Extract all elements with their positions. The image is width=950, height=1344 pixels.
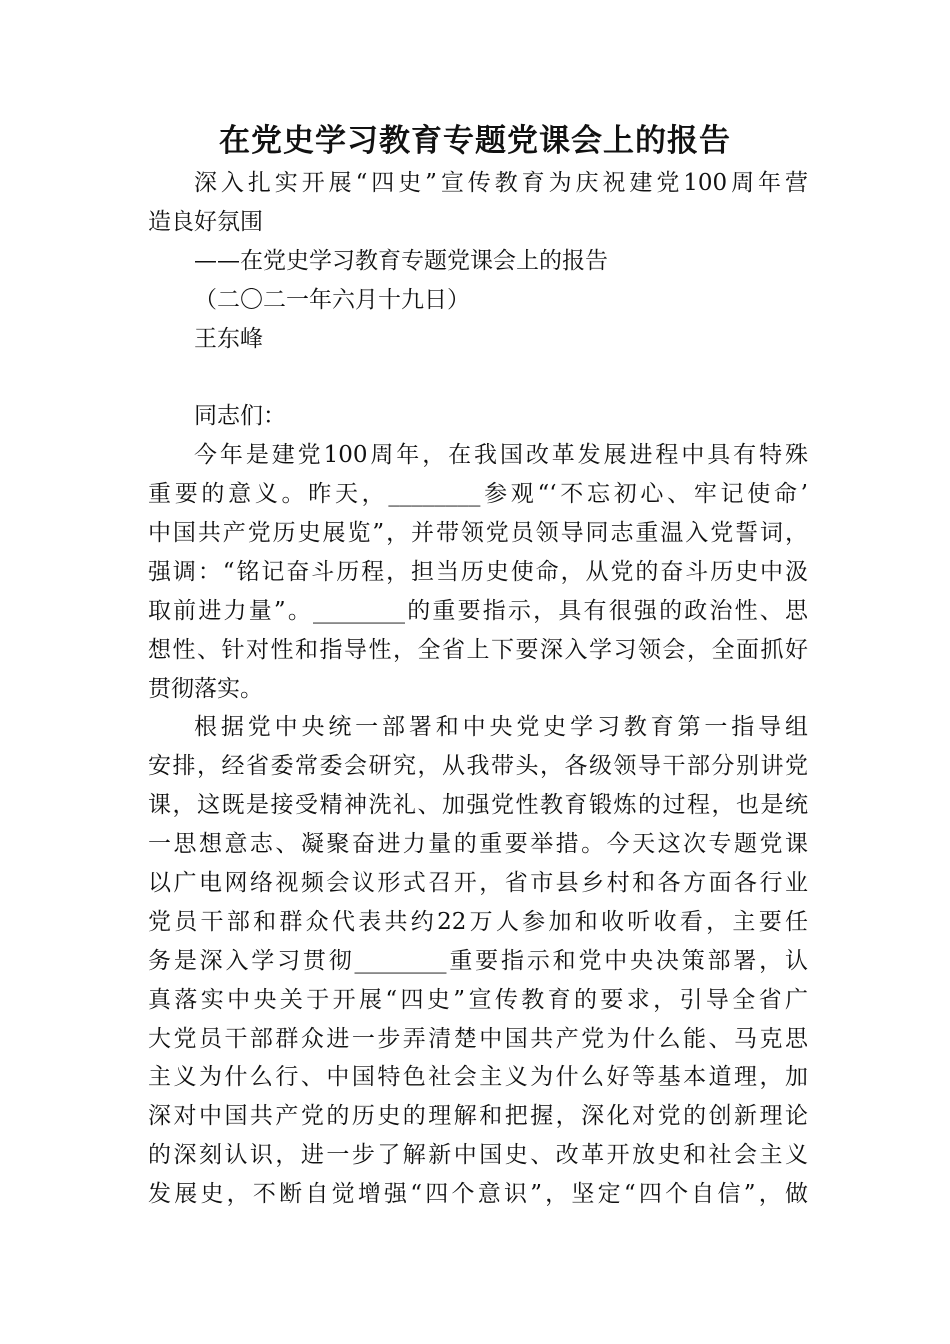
text-line-content: 真落实中央关于开展“四史”宣传教育的要求，引导全省广 (148, 986, 808, 1013)
text-line-content: 造良好氛围 (148, 208, 263, 235)
text-line-content: 务是深入学习贯彻________重要指示和党中央决策部署，认 (148, 947, 808, 974)
text-line (148, 747, 808, 786)
text-line-content: 一思想意志、凝聚奋进力量的重要举措。今天这次专题党课 (148, 831, 808, 858)
text-line (148, 1058, 808, 1097)
text-line (148, 164, 808, 203)
text-line-content: 的深刻认识，进一步了解新中国史、改革开放史和社会主义 (148, 1142, 808, 1169)
text-line-content: 党员干部和群众代表共约22万人参加和收听收看，主要任 (148, 908, 808, 935)
text-line (148, 592, 808, 631)
text-line (148, 864, 808, 903)
text-line-content: 想性、针对性和指导性，全省上下要深入学习领会，全面抓好 (148, 636, 808, 663)
text-line-content: 安排，经省委常委会研究，从我带头，各级领导干部分别讲党 (148, 753, 808, 780)
text-line (148, 942, 808, 981)
text-line-content: ——在党史学习教育专题党课会上的报告 (194, 247, 608, 274)
text-line (148, 631, 808, 670)
text-line-content: 以广电网络视频会议形式召开，省市县乡村和各方面各行业 (148, 870, 808, 897)
text-line-content: 贯彻落实。 (148, 675, 263, 702)
text-line-content: 深对中国共产党的历史的理解和把握，深化对党的创新理论 (148, 1103, 808, 1130)
text-line (148, 242, 808, 281)
text-line-content: 主义为什么行、中国特色社会主义为什么好等基本道理，加 (148, 1064, 808, 1091)
document-body (148, 164, 808, 1214)
text-line-content: 发展史，不断自觉增强“四个意识”，坚定“四个自信”，做 (148, 1181, 808, 1208)
text-line-content: 同志们： (194, 403, 286, 430)
text-line-content: 深入扎实开展“四史”宣传教育为庆祝建党100周年营 (194, 170, 808, 196)
blank-line (148, 358, 808, 397)
text-line-content: 今年是建党100周年，在我国改革发展进程中具有特殊 (194, 442, 808, 469)
text-line (148, 514, 808, 553)
text-line (148, 203, 808, 242)
text-line-content: 王东峰 (194, 325, 263, 352)
text-line (148, 436, 808, 475)
text-line (148, 1175, 808, 1214)
text-line-content: 大党员干部群众进一步弄清楚中国共产党为什么能、马克思 (148, 1025, 808, 1052)
text-line (148, 1136, 808, 1175)
text-line (148, 670, 808, 709)
text-line-content: 取前进力量”。________的重要指示，具有很强的政治性、思 (148, 597, 808, 624)
text-line (148, 1097, 808, 1136)
text-line (148, 475, 808, 514)
text-line (148, 981, 808, 1020)
text-line-content: 课，这既是接受精神洗礼、加强党性教育锻炼的过程，也是统 (148, 792, 808, 819)
text-line (148, 786, 808, 825)
text-line-content: 根据党中央统一部署和中央党史学习教育第一指导组 (194, 714, 808, 741)
text-line (148, 903, 808, 942)
text-line-content: 中国共产党历史展览”，并带领党员领导同志重温入党誓词， (148, 520, 808, 547)
text-line (148, 320, 808, 359)
text-line (148, 553, 808, 592)
text-line (148, 281, 808, 320)
text-line-content: （二〇二一年六月十九日） (194, 286, 470, 313)
text-line (148, 825, 808, 864)
text-line (148, 708, 808, 747)
text-line-content: 重要的意义。昨天，________参观“‘不忘初心、牢记使命’ (148, 481, 808, 508)
text-line-content: 强调：“铭记奋斗历程，担当历史使命，从党的奋斗历史中汲 (148, 558, 808, 585)
text-line (148, 1020, 808, 1059)
document-title: 在党史学习教育专题党课会上的报告 (219, 123, 731, 159)
text-line (148, 397, 808, 436)
